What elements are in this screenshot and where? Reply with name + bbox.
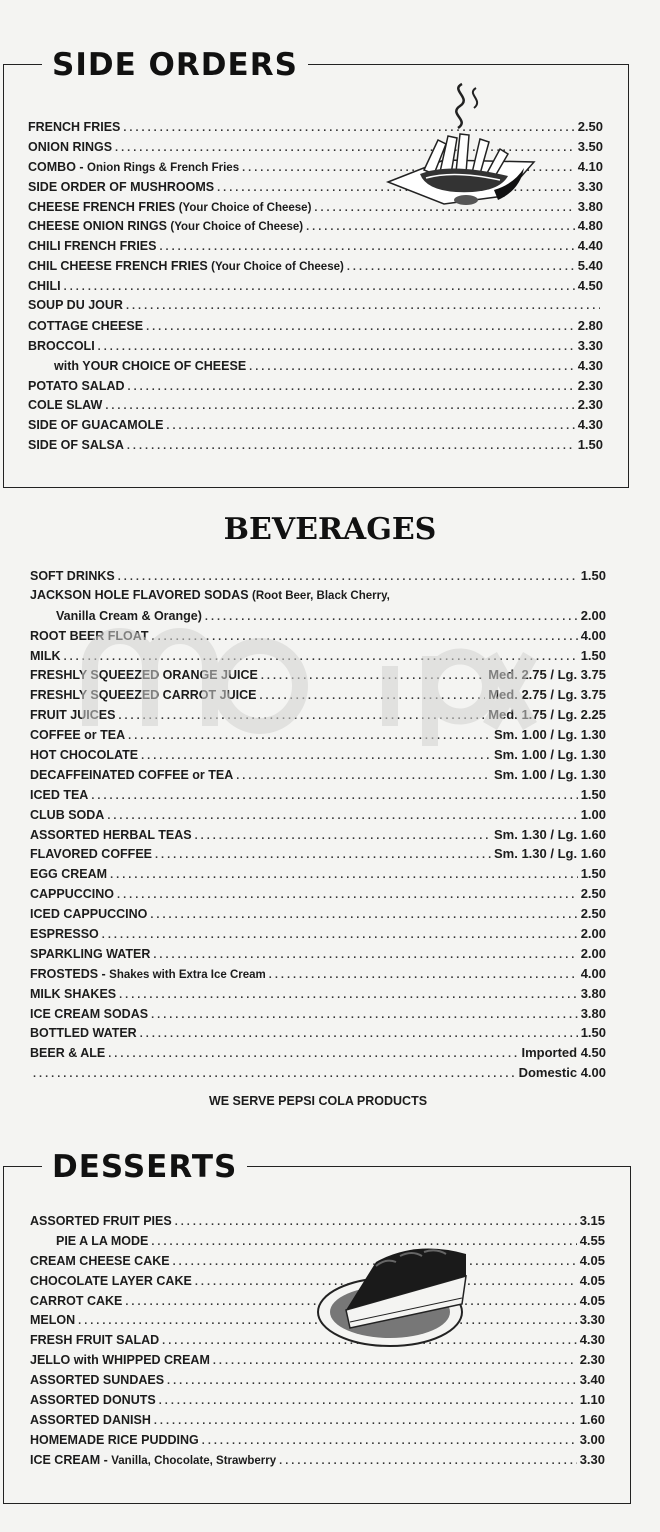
item-price: 3.30 xyxy=(579,1451,605,1467)
item-name xyxy=(28,396,102,417)
item-name-text: with YOUR CHOICE OF CHEESE xyxy=(54,358,247,373)
desserts-title: DESSERTS xyxy=(42,1147,247,1187)
item-name xyxy=(30,1024,137,1045)
menu-item xyxy=(30,1410,605,1430)
item-name xyxy=(30,586,390,607)
pie-slice-illustration xyxy=(316,1236,474,1350)
item-price: Med. 1.75 / Lg. 2.25 xyxy=(488,707,606,723)
item-name xyxy=(30,1311,75,1332)
item-name xyxy=(28,377,125,398)
dot-leader xyxy=(119,986,578,1006)
french-fries-illustration xyxy=(384,78,540,226)
item-name-text: CHILI xyxy=(28,279,61,294)
item-name-text: FLAVORED COFFEE xyxy=(30,847,152,862)
item-price: Domestic 4.00 xyxy=(518,1065,606,1081)
item-price: Med. 2.75 / Lg. 3.75 xyxy=(488,687,606,703)
item-name-text: CHOCOLATE LAYER CAKE xyxy=(30,1273,192,1288)
dot-leader xyxy=(126,297,600,317)
item-price: 2.30 xyxy=(577,377,603,393)
item-name xyxy=(30,905,147,926)
item-name-text: ASSORTED SUNDAES xyxy=(30,1373,165,1388)
menu-item xyxy=(28,256,603,276)
menu-item xyxy=(30,1350,605,1370)
item-name-text: ESPRESSO xyxy=(30,927,99,942)
dot-leader xyxy=(91,787,577,807)
item-name xyxy=(30,746,138,767)
item-price: 3.00 xyxy=(579,1431,605,1447)
item-name-text: BEER & ALE xyxy=(30,1046,106,1061)
item-name-text: CLUB SODA xyxy=(30,807,105,822)
item-name xyxy=(28,317,143,338)
dot-leader xyxy=(155,846,491,866)
menu-item xyxy=(30,984,606,1004)
item-name xyxy=(30,806,104,827)
item-name-text: CHEESE FRENCH FRIES xyxy=(28,199,179,214)
menu-item xyxy=(30,924,606,944)
item-name-text: COLE SLAW xyxy=(28,398,103,413)
item-name xyxy=(28,178,214,199)
dot-leader xyxy=(146,318,575,338)
item-name-text: HOMEMADE RICE PUDDING xyxy=(30,1432,199,1447)
item-name-text: FRESHLY SQUEEZED ORANGE JUICE xyxy=(30,668,258,683)
item-name xyxy=(30,985,116,1006)
menu-item xyxy=(30,1450,605,1470)
dot-leader xyxy=(152,628,578,648)
item-name-text: PIE A LA MODE xyxy=(56,1233,149,1248)
dot-leader xyxy=(195,827,491,847)
item-name xyxy=(30,865,107,886)
side-orders-title: SIDE ORDERS xyxy=(42,45,308,85)
item-name xyxy=(30,1411,151,1432)
item-name xyxy=(30,1292,122,1313)
item-name-text: ONION RINGS xyxy=(28,139,113,154)
item-name xyxy=(30,1252,170,1273)
item-name-text: POTATO SALAD xyxy=(28,378,125,393)
item-name xyxy=(30,1431,199,1452)
beverages-list xyxy=(30,566,606,1083)
menu-item xyxy=(30,844,606,864)
dot-leader xyxy=(159,1392,577,1412)
item-name xyxy=(30,1212,172,1233)
item-name xyxy=(28,217,303,238)
item-price: 4.80 xyxy=(577,218,603,234)
item-price: 4.30 xyxy=(577,357,603,373)
menu-item xyxy=(30,964,606,984)
item-description: Vanilla, Chocolate, Strawberry xyxy=(111,1454,277,1467)
item-name xyxy=(30,726,125,747)
item-name xyxy=(28,257,344,278)
dot-leader xyxy=(259,687,485,707)
item-price: 3.80 xyxy=(577,198,603,214)
dot-leader xyxy=(108,1045,518,1065)
item-name xyxy=(28,436,124,457)
item-name-text: COMBO - xyxy=(28,159,88,174)
item-price: 1.50 xyxy=(580,1025,606,1041)
item-name-text: CAPPUCCINO xyxy=(30,887,115,902)
item-name-text: SIDE OF SALSA xyxy=(28,438,124,453)
item-price: 2.00 xyxy=(580,926,606,942)
item-name xyxy=(30,826,192,847)
item-name xyxy=(30,666,258,687)
menu-item xyxy=(30,884,606,904)
item-name xyxy=(30,1232,148,1253)
item-name-text: SOUP DU JOUR xyxy=(28,298,123,313)
menu-item xyxy=(30,904,606,924)
dot-leader xyxy=(117,886,578,906)
item-description: (Your Choice of Cheese) xyxy=(178,201,312,214)
menu-item xyxy=(28,316,603,336)
item-price: Sm. 1.00 / Lg. 1.30 xyxy=(494,727,606,743)
menu-item xyxy=(30,1211,605,1231)
dot-leader xyxy=(159,238,574,258)
menu-item xyxy=(30,825,606,845)
dot-leader xyxy=(153,946,577,966)
menu-item xyxy=(30,1430,605,1450)
item-name xyxy=(30,627,149,648)
item-price: 4.10 xyxy=(577,158,603,174)
menu-item xyxy=(30,1390,605,1410)
item-name-text: CHIL CHEESE FRENCH FRIES xyxy=(28,259,212,274)
item-price: 2.50 xyxy=(580,886,606,902)
item-name xyxy=(28,416,163,437)
item-price: 2.80 xyxy=(577,317,603,333)
item-name-text: ROOT BEER FLOAT xyxy=(30,628,149,643)
item-name-text: CHILI FRENCH FRIES xyxy=(28,239,157,254)
beverages-title: BEVERAGES xyxy=(223,512,437,547)
item-price: 2.00 xyxy=(580,945,606,961)
item-name-text: BOTTLED WATER xyxy=(30,1026,137,1041)
item-name xyxy=(28,138,112,159)
item-name xyxy=(28,198,311,219)
item-name-text: ICED CAPPUCCINO xyxy=(30,907,148,922)
dot-leader xyxy=(279,1452,577,1472)
item-name xyxy=(30,885,114,906)
item-name-text: COFFEE or TEA xyxy=(30,728,126,743)
item-name xyxy=(30,1451,276,1472)
dot-leader xyxy=(236,767,491,787)
item-name-text: ICE CREAM - xyxy=(30,1452,112,1467)
menu-item xyxy=(28,296,603,316)
item-name xyxy=(30,786,88,807)
menu-item xyxy=(28,276,603,296)
item-name-text: Vanilla Cream & Orange) xyxy=(56,608,202,623)
item-name-text: ASSORTED DONUTS xyxy=(30,1393,156,1408)
dot-leader xyxy=(154,1412,577,1432)
dot-leader xyxy=(128,727,491,747)
pepsi-note: WE SERVE PEPSI COLA PRODUCTS xyxy=(208,1094,428,1108)
item-name-text: SIDE OF GUACAMOLE xyxy=(28,418,164,433)
item-name-text: ASSORTED FRUIT PIES xyxy=(30,1214,172,1228)
item-name-text: COTTAGE CHEESE xyxy=(28,318,144,333)
item-price: Sm. 1.30 / Lg. 1.60 xyxy=(494,826,606,842)
menu-item xyxy=(28,415,603,435)
item-name-text: CARROT CAKE xyxy=(30,1293,123,1308)
item-description: Onion Rings & French Fries xyxy=(87,161,240,174)
item-price: 4.30 xyxy=(577,417,603,433)
item-price: 1.10 xyxy=(579,1392,605,1408)
dot-leader xyxy=(64,278,575,298)
item-price: Imported 4.50 xyxy=(521,1045,606,1061)
item-price: 1.50 xyxy=(580,866,606,882)
dot-leader xyxy=(127,437,575,457)
item-name-text: FRENCH FRIES xyxy=(28,120,121,134)
dot-leader xyxy=(128,378,575,398)
item-price: Sm. 1.00 / Lg. 1.30 xyxy=(494,747,606,763)
item-name-text: ICE CREAM SODAS xyxy=(30,1006,149,1021)
dot-leader xyxy=(213,1352,577,1372)
item-name-text: FRESH FRUIT SALAD xyxy=(30,1333,160,1348)
item-name-text: DECAFFEINATED COFFEE or TEA xyxy=(30,767,234,782)
dot-leader xyxy=(150,906,577,926)
item-name xyxy=(28,357,246,378)
menu-item xyxy=(28,435,603,455)
item-name xyxy=(28,277,61,298)
item-name xyxy=(30,766,233,787)
item-name xyxy=(30,1351,210,1372)
item-price: Med. 2.75 / Lg. 3.75 xyxy=(488,667,606,683)
menu-item xyxy=(30,864,606,884)
item-name xyxy=(30,1391,156,1412)
item-name xyxy=(30,1371,164,1392)
menu-item xyxy=(28,236,603,256)
item-name-text: EGG CREAM xyxy=(30,867,108,882)
item-description: (Your Choice of Cheese) xyxy=(211,261,344,274)
item-name-text: FRESHLY SQUEEZED CARROT JUICE xyxy=(30,688,257,703)
item-name-text: ICED TEA xyxy=(30,787,89,802)
item-price: 4.40 xyxy=(577,238,603,254)
item-name xyxy=(28,337,95,358)
item-price: 1.50 xyxy=(580,786,606,802)
item-description: (Root Beer, Black Cherry, xyxy=(252,589,390,602)
menu-item xyxy=(30,1043,606,1063)
item-name-text: HOT CHOCOLATE xyxy=(30,748,139,763)
item-name xyxy=(30,945,150,966)
menu-item xyxy=(28,336,603,356)
item-price: 3.30 xyxy=(577,337,603,353)
item-price: 4.55 xyxy=(579,1232,605,1248)
menu-item xyxy=(30,1370,605,1390)
dot-leader xyxy=(151,1006,578,1026)
menu-item xyxy=(30,805,606,825)
item-price: 4.05 xyxy=(579,1272,605,1288)
item-name-text: MILK xyxy=(30,648,61,663)
dot-leader xyxy=(261,667,485,687)
menu-item xyxy=(30,606,606,626)
item-name xyxy=(30,925,99,946)
item-name-text: FRUIT JUICES xyxy=(30,708,116,723)
dot-leader xyxy=(105,397,574,417)
item-name xyxy=(28,158,239,179)
item-price: 4.05 xyxy=(579,1292,605,1308)
dot-leader xyxy=(205,608,578,628)
item-name xyxy=(30,965,266,986)
item-price: 3.30 xyxy=(579,1312,605,1328)
dot-leader xyxy=(140,1025,578,1045)
item-name-text: FROSTEDS - xyxy=(30,966,110,981)
item-price: 4.30 xyxy=(579,1332,605,1348)
item-price: 5.40 xyxy=(577,258,603,274)
item-price: 1.50 xyxy=(580,647,606,663)
item-price: 3.80 xyxy=(580,985,606,1001)
menu-item xyxy=(30,586,606,606)
item-price: 2.30 xyxy=(577,397,603,413)
item-name-text: BROCCOLI xyxy=(28,338,95,353)
menu-item xyxy=(30,685,606,705)
item-price: 1.50 xyxy=(577,437,603,453)
item-price: 1.60 xyxy=(579,1411,605,1427)
item-price: 4.50 xyxy=(577,278,603,294)
item-price: 2.00 xyxy=(580,607,606,623)
menu-item xyxy=(30,1023,606,1043)
item-price: 3.80 xyxy=(580,1005,606,1021)
item-name-text: JELLO with WHIPPED CREAM xyxy=(30,1353,210,1368)
dot-leader xyxy=(347,258,575,278)
item-description: (Your Choice of Cheese) xyxy=(170,221,304,234)
item-name xyxy=(30,567,115,588)
item-price: 4.05 xyxy=(579,1252,605,1268)
dot-leader xyxy=(249,358,575,378)
item-name xyxy=(30,706,115,727)
menu-item xyxy=(30,725,606,745)
dot-leader xyxy=(141,747,491,767)
item-price: 2.50 xyxy=(580,906,606,922)
item-name xyxy=(30,1044,105,1065)
item-name xyxy=(28,296,123,317)
dot-leader xyxy=(102,926,578,946)
item-name xyxy=(30,1272,192,1293)
item-name-text: ASSORTED DANISH xyxy=(30,1412,151,1427)
item-price: 2.50 xyxy=(577,119,603,134)
menu-item xyxy=(28,395,603,415)
dot-leader xyxy=(118,707,485,727)
menu-item xyxy=(28,376,603,396)
menu-item xyxy=(30,785,606,805)
item-name xyxy=(30,686,256,707)
dot-leader xyxy=(110,866,578,886)
menu-item xyxy=(30,665,606,685)
dot-leader xyxy=(167,1372,577,1392)
menu-item xyxy=(30,745,606,765)
item-price: 3.30 xyxy=(577,178,603,194)
dot-leader xyxy=(202,1432,577,1452)
item-name xyxy=(30,845,152,866)
item-price: 1.50 xyxy=(580,568,606,583)
item-name-text: JACKSON HOLE FLAVORED SODAS xyxy=(30,587,253,602)
item-price: Sm. 1.00 / Lg. 1.30 xyxy=(494,766,606,782)
item-name-text: CREAM CHEESE CAKE xyxy=(30,1253,170,1268)
item-name xyxy=(28,118,120,139)
dot-leader xyxy=(166,417,574,437)
item-name xyxy=(30,1331,159,1352)
item-price: 4.00 xyxy=(580,627,606,643)
item-price: 2.30 xyxy=(579,1352,605,1368)
item-price: 3.40 xyxy=(579,1372,605,1388)
menu-item xyxy=(30,1063,606,1083)
item-name-text: MELON xyxy=(30,1313,76,1328)
item-name-text: SOFT DRINKS xyxy=(30,569,115,583)
menu-item xyxy=(30,1004,606,1024)
dot-leader xyxy=(175,1213,577,1233)
menu-item xyxy=(30,646,606,666)
item-name-text: CHEESE ONION RINGS xyxy=(28,219,171,234)
item-description: Shakes with Extra Ice Cream xyxy=(109,968,266,981)
menu-item xyxy=(30,765,606,785)
item-name xyxy=(30,607,202,628)
menu-item xyxy=(28,356,603,376)
item-price: 4.00 xyxy=(580,965,606,981)
menu-item xyxy=(30,626,606,646)
item-price: 1.00 xyxy=(580,806,606,822)
item-name xyxy=(30,1005,148,1026)
menu-item xyxy=(30,944,606,964)
item-name-text: ASSORTED HERBAL TEAS xyxy=(30,827,192,842)
menu-item xyxy=(30,566,606,586)
item-name xyxy=(28,237,156,258)
item-name-text: SPARKLING WATER xyxy=(30,946,151,961)
item-name xyxy=(30,647,61,668)
dot-leader xyxy=(33,1065,516,1085)
dot-leader xyxy=(269,966,578,986)
item-price: 3.50 xyxy=(577,138,603,154)
item-price: 3.15 xyxy=(579,1213,605,1228)
item-price: Sm. 1.30 / Lg. 1.60 xyxy=(494,846,606,862)
menu-item xyxy=(30,705,606,725)
item-name-text: MILK SHAKES xyxy=(30,986,117,1001)
item-name-text: SIDE ORDER OF MUSHROOMS xyxy=(28,179,215,194)
dot-leader xyxy=(98,338,575,358)
